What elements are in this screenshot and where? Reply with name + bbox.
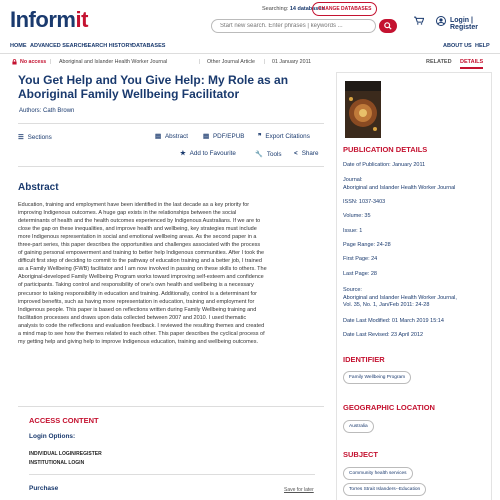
tab-related[interactable]: RELATED <box>426 59 452 65</box>
abstract-line: more Indigenous representation in social and emotional wellbeing areas. As the second paper in a <box>18 234 257 241</box>
last-revised-detail <box>343 332 488 340</box>
login-register-link[interactable]: Login | Register <box>450 17 479 31</box>
nav-home[interactable]: HOME <box>10 43 27 49</box>
pdf-label: PDF/EPUB <box>212 133 245 140</box>
login-options-label: Login Options: <box>29 433 76 440</box>
favourite-label: Add to Favourite <box>189 150 236 157</box>
abstract-heading: Abstract <box>18 182 59 193</box>
side-tabs <box>336 57 492 69</box>
cover-art <box>345 81 381 138</box>
breadcrumb-separator: | <box>199 59 201 65</box>
geographic-location-heading: GEOGRAPHIC LOCATION <box>343 403 435 412</box>
share-button[interactable] <box>294 150 319 157</box>
nav-databases[interactable]: DATABASES <box>132 43 166 49</box>
share-icon: < <box>294 150 298 157</box>
source-line: Aboriginal and Islander Health Worker Journal, <box>343 294 457 301</box>
no-access-label: No access <box>20 59 47 65</box>
tab-details[interactable]: DETAILS <box>460 59 483 69</box>
search-icon <box>384 22 392 30</box>
save-for-later-link[interactable]: Save for later <box>284 487 314 493</box>
abstract-line: of participants. Taking control and responsibility of one's own health and wellbeing is a necessary <box>18 282 254 289</box>
journal-detail <box>343 177 488 192</box>
change-databases-button[interactable]: CHANGE DATABASES <box>312 2 377 16</box>
page-range-detail <box>343 242 488 250</box>
nav-advanced-search[interactable]: ADVANCED SEARCH <box>30 43 86 49</box>
issn-value: 1037-3403 <box>358 199 386 205</box>
tools-button[interactable] <box>255 150 282 158</box>
date-of-publication <box>343 162 488 170</box>
identifier-chip[interactable]: Family Wellbeing Program <box>343 371 411 384</box>
abstract-line: improved benefits, such as having more representation in education, training and employment for <box>18 298 255 305</box>
source-detail <box>343 287 488 310</box>
modified-value: 01 March 2019 15:14 <box>391 318 444 324</box>
nav-about-us[interactable]: ABOUT US <box>443 43 472 49</box>
article-title-line: Aboriginal Family Wellbeing Facilitator <box>18 87 240 101</box>
informit-logo[interactable] <box>10 7 88 33</box>
issue-label: Issue: <box>343 228 358 234</box>
add-to-favourite-button[interactable] <box>180 150 236 157</box>
abstract-line: precursor to taking responsibility in education and training. Additionally, control is a determinant for <box>18 290 257 297</box>
modified-label: Date Last Modified: <box>343 318 391 324</box>
individual-login-link[interactable]: INDIVIDUAL LOGIN/REGISTER <box>29 451 102 457</box>
first-page-value: 24 <box>371 256 378 262</box>
first-page-detail <box>343 256 488 264</box>
source-label: Source: <box>343 287 362 293</box>
last-page-value: 28 <box>370 271 377 277</box>
sections-label: Sections <box>27 134 52 141</box>
first-page-label: First Page: <box>343 256 370 262</box>
subject-chip[interactable]: Torres Strait Islanders--Education <box>343 483 426 496</box>
cart-icon[interactable] <box>414 16 424 25</box>
user-icon <box>436 16 446 26</box>
date-pub-value: January 2011 <box>392 162 426 168</box>
export-label: Export Citations <box>265 133 310 140</box>
breadcrumb-journal[interactable]: Aboriginal and Islander Health Worker Journal <box>59 59 168 65</box>
searching-prefix: Searching: <box>262 6 289 12</box>
divider <box>29 474 315 475</box>
issn-detail <box>343 199 488 207</box>
journal-cover-image <box>345 81 381 138</box>
subject-chip[interactable]: Community health services <box>343 467 413 480</box>
abstract-line: Aboriginal-developed Family Wellbeing Program works toward improving self-esteem and confidence <box>18 274 264 281</box>
abstract-line: of gaining personal empowerment and training to better help Indigenous communities. After I took the <box>18 250 265 257</box>
nav-search-history[interactable]: SEARCH HISTORY <box>84 43 133 49</box>
list-icon: ☰ <box>18 134 24 141</box>
document-icon: ▤ <box>155 133 161 140</box>
abstract-line: improving Indigenous outcomes. A huge gap exists in the relationships between the social <box>18 210 237 217</box>
issue-value: 1 <box>359 228 363 234</box>
pdf-epub-button[interactable] <box>203 133 244 140</box>
pdf-icon: ▤ <box>203 133 209 140</box>
article-title-line: You Get Help and You Give Help: My Role as an <box>18 73 289 87</box>
breadcrumb-type: Other Journal Article <box>207 59 255 65</box>
abstract-line: close the gap on these inequalities, and improve health and wellbeing, key strategies must include <box>18 226 257 233</box>
date-pub-label: Date of Publication: <box>343 162 391 168</box>
divider <box>18 406 324 407</box>
last-page-label: Last Page: <box>343 271 370 277</box>
export-citations-button[interactable] <box>258 133 310 140</box>
volume-value: 35 <box>364 213 371 219</box>
abstract-line: Indigenous people. This paper is based on reflections written during Family Wellbeing training and <box>18 306 257 313</box>
wrench-icon: 🔧 <box>255 151 263 158</box>
logo-text-part2: it <box>75 7 88 32</box>
divider <box>18 123 324 124</box>
database-count[interactable]: 14 databases <box>289 6 325 12</box>
issue-detail <box>343 228 488 236</box>
abstract-line: determinants of health and the health outcomes experienced by Indigenous Australians. If we are to <box>18 218 261 225</box>
main-nav <box>0 42 500 54</box>
logo-text-part1: Inform <box>10 7 76 32</box>
institutional-login-link[interactable]: INSTITUTIONAL LOGIN <box>29 460 85 466</box>
page-range-label: Page Range: <box>343 242 376 248</box>
subject-heading: SUBJECT <box>343 450 379 459</box>
abstract-line: facilitation processes and draws upon data collected between 2007 and 2010. I used thematic <box>18 314 247 321</box>
abstract-line: analysis to code the reflections and evaluation feedback. I reviewed the resulting themes and created <box>18 322 265 329</box>
lock-icon <box>12 59 17 65</box>
quote-icon: ❞ <box>258 133 262 140</box>
breadcrumb-separator: | <box>264 59 266 65</box>
access-content-heading: ACCESS CONTENT <box>29 416 99 425</box>
abstract-button[interactable] <box>155 133 188 140</box>
tools-label: Tools <box>266 151 282 158</box>
abstract-line: difficult first step of deciding to commit to the pathway of education training and a better job, I trained <box>18 258 262 265</box>
share-label: Share <box>301 150 319 157</box>
divider <box>18 166 324 167</box>
source-line: Vol. 35, No. 1, Jan/Feb 2011: 24-28 <box>343 302 430 308</box>
last-page-detail <box>343 271 488 279</box>
revised-value: 23 April 2012 <box>391 332 424 338</box>
nav-help[interactable]: HELP <box>475 43 490 49</box>
abstract-text <box>18 201 321 346</box>
volume-detail <box>343 213 488 221</box>
abstract-label: Abstract <box>164 133 189 140</box>
abstract-line: Education, training and employment have been identified in the last decade as a key priority for <box>18 202 250 208</box>
breadcrumb-separator: | <box>50 59 52 65</box>
abstract-line: a mind map to see how the themes related to each other. This paper describes the cyclical process of <box>18 330 265 337</box>
search-input[interactable] <box>211 19 376 33</box>
purchase-heading: Purchase <box>29 485 59 492</box>
search-button[interactable] <box>379 19 397 33</box>
volume-label: Volume: <box>343 213 363 219</box>
journal-value: Aboriginal and Islander Health Worker Journal <box>343 184 456 191</box>
page-range-value: 24-28 <box>376 242 391 248</box>
breadcrumb-date: 01 January 2011 <box>272 59 312 65</box>
abstract-line: three-part series, this paper describes the opportunities and challenges associated with the process <box>18 242 261 249</box>
journal-label: Journal: <box>343 177 363 183</box>
last-modified-detail <box>343 318 488 326</box>
article-authors[interactable]: Authors: Cath Brown <box>19 108 75 114</box>
article-title <box>18 73 318 101</box>
issn-label: ISSN: <box>343 199 358 205</box>
geographic-chip[interactable]: Australia <box>343 420 374 433</box>
breadcrumb <box>12 58 332 68</box>
identifier-heading: IDENTIFIER <box>343 355 385 364</box>
publication-details-heading: PUBLICATION DETAILS <box>343 145 428 154</box>
abstract-line: my getting help and giving help to improve Indigenous education, training and wellbeing outcomes. <box>18 338 259 345</box>
sections-button[interactable] <box>18 134 52 141</box>
abstract-line: as a Family Wellbeing (FWB) facilitator and I am now involved in passing on these skills to others. The <box>18 266 267 273</box>
star-icon: ★ <box>180 150 186 157</box>
revised-label: Date Last Revised: <box>343 332 390 338</box>
